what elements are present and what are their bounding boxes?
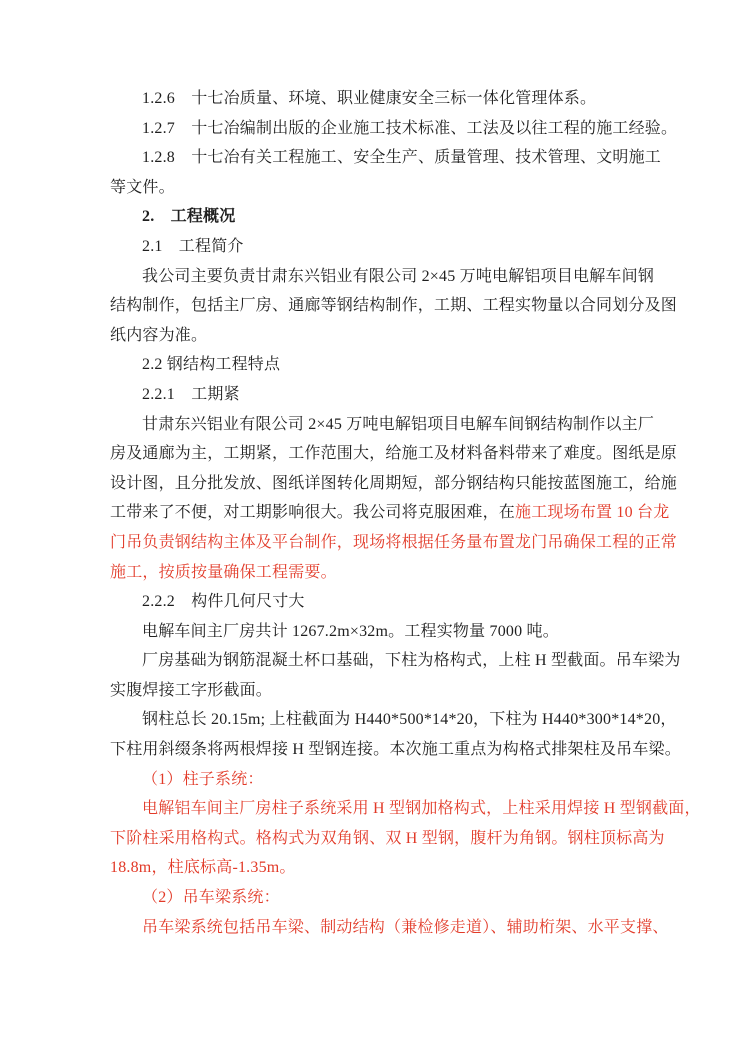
body-text: 电解车间主厂房共计 1267.2m×32m。工程实物量 7000 吨。 [142, 622, 559, 640]
body-text: 钢柱总长 20.15m; 上柱截面为 H440*500*14*20，下柱为 H440*300*14*20， [142, 711, 677, 729]
text-line [110, 853, 638, 883]
text-line [110, 114, 678, 144]
body-text: 2. 工程概况 [142, 208, 236, 226]
body-text: 结构制作，包括主厂房、通廊等钢结构制作，工期、工程实物量以合同划分及图 [110, 297, 678, 315]
body-text: 甘肃东兴铝业有限公司 2×45 万吨电解铝项目电解车间钢结构制作以主厂 [142, 415, 655, 433]
body-text: 2.2.1 工期紧 [142, 385, 240, 403]
body-text: 等文件。 [110, 178, 175, 196]
text-line [110, 498, 670, 528]
body-text: 2.2.2 构件几何尺寸大 [142, 593, 305, 611]
text-line [110, 262, 655, 292]
section-heading [110, 202, 638, 232]
text-line [110, 765, 638, 795]
text-line [110, 173, 638, 203]
body-text: 1.2.7 十七冶编制出版的企业施工技术标准、工法及以往工程的施工经验。 [142, 119, 678, 137]
highlighted-text: （1）柱子系统： [142, 770, 264, 788]
body-text: 房及通廊为主，工期紧，工作范围大，给施工及材料备料带来了难度。图纸是原 [110, 445, 678, 463]
text-line [110, 469, 678, 499]
text-line [110, 705, 677, 735]
text-line [110, 232, 638, 262]
text-line [110, 883, 638, 913]
document-text-block [110, 84, 701, 942]
body-text: 2.2 钢结构工程特点 [142, 356, 281, 374]
body-text: 2.1 工程简介 [142, 237, 244, 255]
body-text: 厂房基础为钢筋混凝土杯口基础，下柱为格构式，上柱 H 型截面。吊车梁为 [142, 652, 681, 670]
text-line [110, 676, 638, 706]
text-line [110, 143, 662, 173]
highlighted-text: 18.8m，柱底标高-1.35m。 [110, 859, 296, 877]
text-line [110, 587, 638, 617]
highlighted-text: 电解铝车间主厂房柱子系统采用 H 型钢加格构式，上柱采用焊接 H 型钢截面， [142, 800, 701, 818]
text-line [110, 350, 638, 380]
text-line [110, 439, 678, 469]
highlighted-text: 施工，按质按量确保工程需要。 [110, 563, 337, 581]
body-text: 我公司主要负责甘肃东兴铝业有限公司 2×45 万吨电解铝项目电解车间钢 [142, 267, 655, 285]
text-line [110, 913, 669, 943]
body-text: 设计图，且分批发放、图纸详图转化周期短，部分钢结构只能按蓝图施工，给施 [110, 474, 678, 492]
body-text: 1.2.8 十七冶有关工程施工、安全生产、质量管理、技术管理、文明施工 [142, 149, 662, 167]
highlighted-text: 下阶柱采用格构式。格构式为双角钢、双 H 型钢，腹杆为角钢。钢柱顶标高为 [110, 829, 665, 847]
text-line [110, 528, 678, 558]
text-line [110, 291, 678, 321]
text-line [110, 617, 638, 647]
body-text: 1.2.6 十七冶质量、环境、职业健康安全三标一体化管理体系。 [142, 90, 597, 107]
text-line [110, 84, 638, 114]
highlighted-text: 施工现场布置 10 台龙 [515, 504, 670, 522]
body-text: 纸内容为准。 [110, 326, 208, 344]
text-line [110, 824, 665, 854]
text-line [110, 794, 701, 824]
text-line [110, 735, 681, 765]
text-line [110, 321, 638, 351]
text-line [110, 410, 655, 440]
highlighted-text: 门吊负责钢结构主体及平台制作，现场将根据任务量布置龙门吊确保工程的正常 [110, 533, 678, 551]
highlighted-text: （2）吊车梁系统： [142, 889, 280, 907]
body-text: 工带来了不便，对工期影响很大。我公司将克服困难，在 [110, 504, 516, 522]
highlighted-text: 吊车梁系统包括吊车梁、制动结构（兼检修走道）、辅助桁架、水平支撑、 [142, 918, 669, 936]
text-line [110, 646, 681, 676]
body-text: 下柱用斜缀条将两根焊接 H 型钢连接。本次施工重点为构格式排架柱及吊车梁。 [110, 741, 681, 759]
text-line [110, 558, 638, 588]
body-text: 实腹焊接工字形截面。 [110, 681, 273, 699]
text-line [110, 380, 638, 410]
